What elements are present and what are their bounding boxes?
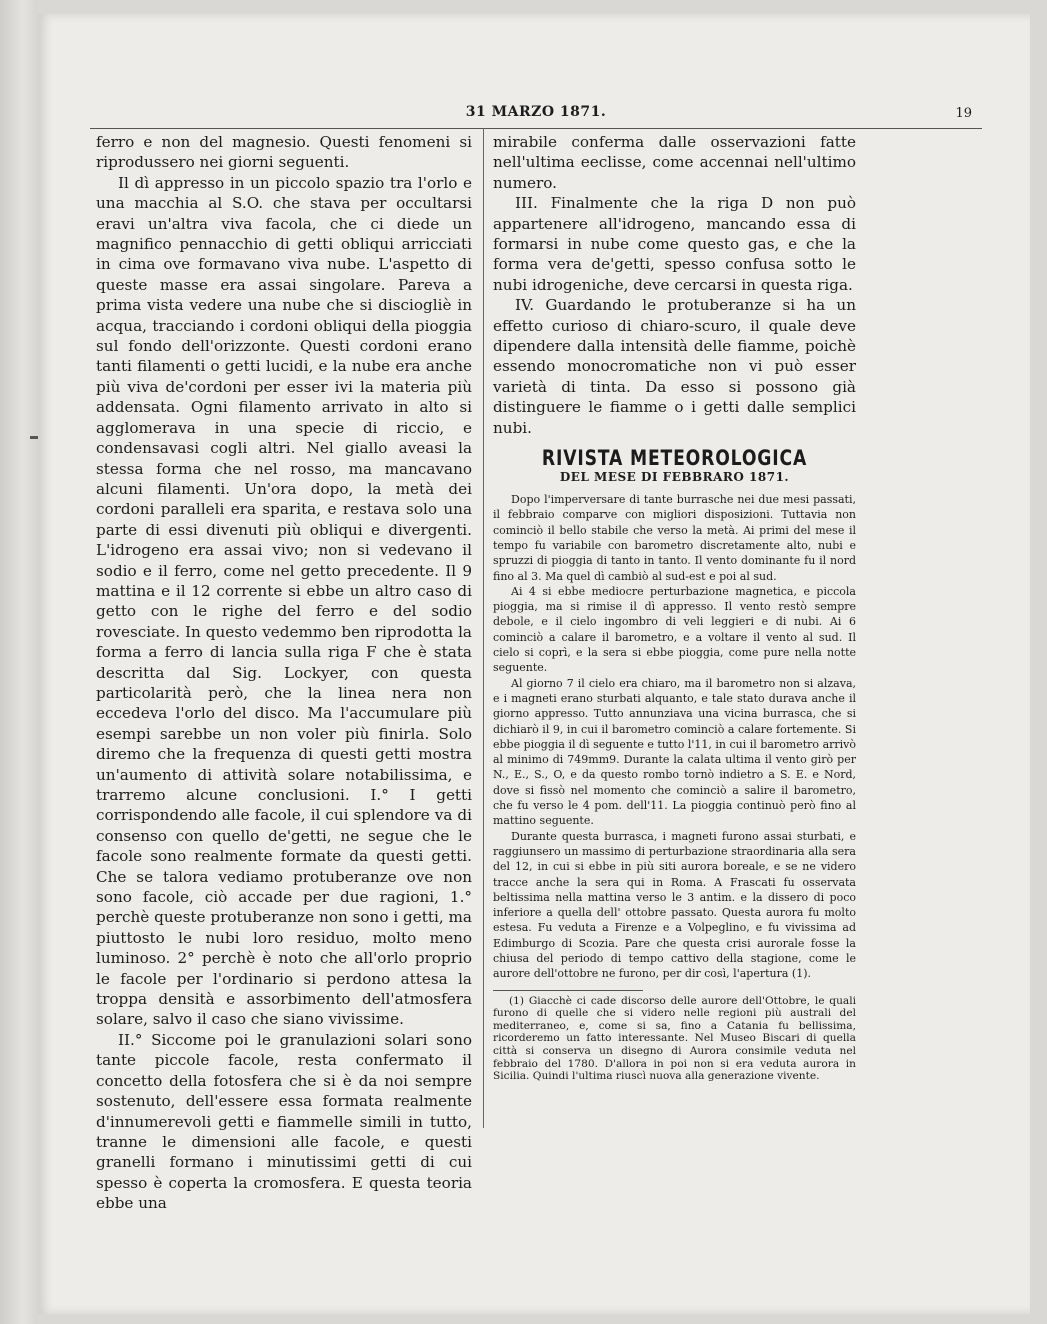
section-body — [493, 492, 856, 982]
header-rule — [90, 128, 982, 129]
header-title: 31 MARZO 1871. — [465, 104, 607, 120]
paragraph: Dopo l'imperversare di tante burrasche nei due mesi passati, il febbraio comparve con migliori disposizioni. Tuttavia non cominciò il bello stabile che verso la metà. Ai primi del mese il tempo fu variabile con barometro discretamente alto, nubi e spruzzi di pioggia di tanto in tanto. Il vento dominante fu il nord fino al 3. Ma quel dì cambiò al sud-est e poi al sud. — [493, 493, 856, 583]
paragraph: Al giorno 7 il cielo era chiaro, ma il barometro non si alzava, e i magneti erano sturbati alquanto, e tale stato durava anche il giorno appresso. Tutto annunziava una vicina burrasca, che si dichiarò il 9, in cui il barometro cominciò a calare fortemente. Si ebbe pioggia il dì seguente e tutto l'11, in cui il barometro arrivò al minimo di 749mm9. Durante la calata ultima il vento girò per N., E., S., O, e da questo rombo tornò indietro a S. E. e Nord, dove si fissò nel momento che cominciò a salire il barometro, che fu verso le 4 pom. dell'11. La pioggia continuò però fino al mattino seguente. — [493, 676, 856, 828]
page-header — [90, 104, 982, 126]
paragraph: Durante questa burrasca, i magneti furono assai sturbati, e raggiunsero un massimo di perturbazione straordinaria alla sera del 12, in cui si ebbe in più siti aurora boreale, e se ne videro tracce anche la sera qui in Roma. A Frascati fu osservata beltissima nella mattina verso le 3 antim. e la dissero di poco inferiore a quella dell' ottobre passato. Questa aurora fu molto estesa. Fu veduta a Firenze e a Volpeglino, e fu vivissima ad Edimburgo di Scozia. Pare che questa crisi aurorale fosse la chiusa del periodo di tempo cattivo della stagione, come le aurore dell'ottobre ne furono, per dir così, l'apertura (1). — [493, 829, 856, 981]
paragraph: II.° Siccome poi le granulazioni solari sono tante piccole facole, resta confermato il concetto della fotosfera che si è da noi sempre sostenuto, dell'essere essa formata realmente d'innumerevoli getti e fiammelle simili in tutto, tranne le dimensioni alle facole, e questi granelli formano i minutissimi getti di cui spesso è coperta la cromosfera. E questa teoria ebbe una — [96, 1030, 472, 1213]
page-number: 19 — [955, 106, 972, 121]
paragraph: ferro e non del magnesio. Questi fenomeni si riprodussero nei giorni seguenti. — [96, 133, 472, 172]
paragraph: III. Finalmente che la riga D non può appartenere all'idrogeno, mancando essa di formarsi in nube come questo gas, e che la forma vera de'getti, spesso confusa sotto le nubi idrogeniche, deve cercarsi in questa riga. — [493, 194, 856, 294]
section-title: RIVISTA METEOROLOGICA — [541, 446, 808, 471]
right-column — [493, 132, 856, 1083]
paragraph: Il dì appresso in un piccolo spazio tra l'orlo e una macchia al S.O. che stava per occultarsi eravi un'altra viva facola, che ci diede un magnifico pennacchio di getti obliqui arricciati in cima ove formavano viva nube. L'aspetto di queste masse era assai singolare. Pareva a prima vista vedere una nube che si disciogliè in acqua, tracciando i cordoni obliqui della pioggia sul fondo dell'orizzonte. Questi cordoni erano tanti filamenti o getti lucidi, e la nube era anche più viva de'cordoni per esser ivi la materia più addensata. Ogni filamento arrivato in alto si agglomerava in una specie di riccio, e condensavasi cogli altri. Nel giallo aveasi la stessa forma che nel rosso, ma mancavano alcuni filamenti. Un'ora dopo, la metà dei cordoni paralleli era sparita, e restava solo una parte di essi divenuti più obliqui e divergenti. L'idrogeno era assai vivo; non si vedevano il sodio e il ferro, come nel getto precedente. Il 9 mattina e il 12 corrente si ebbe un altro caso di getto con le righe del ferro e del sodio rovesciate. In questo vedemmo ben riprodotta la forma a ferro di lancia sulla riga F che è stata descritta dal Sig. Lockyer, con questa particolarità però, che la linea nera non eccedeva l'orlo del disco. Ma l'accumulare più esempi sarebbe un non voler più finirla. Solo diremo che la frequenza di questi getti mostra un'aumento di attività solare notabilissima, e trarremo alcune conclusioni. I.° I getti corrispondendo alle facole, il cui splendore va di consenso con quello de'getti, ne segue che le facole sono realmente formate da questi getti. Che se talora vediamo protuberanze ove non sono facole, ciò accade per due ragioni, 1.° perchè queste protuberanze non sono i getti, ma piuttosto le nubi loro residuo, molto meno luminoso. 2° perchè è noto che all'orlo proprio le facole per l'ordinario si perdono attesa la troppa densità e assorbimento dell'atmosfera solare, salvo il caso che siano vivissime. — [96, 173, 472, 1029]
book-spine — [0, 0, 38, 1324]
right-column-continuation — [493, 132, 856, 438]
footnote-text: (1) Giacchè ci cade discorso delle aurore dell'Ottobre, le quali furono di quelle che si videro nelle regioni più australi del mediterraneo, e, come si sa, fino a Catania fu bellissima, ricorderemo un fatto interessante. Nel Museo Biscari di quella città si conserva un disegno di Aurora consimile veduta nel febbraio del 1780. D'allora in poi non si era veduta aurora in Sicilia. Quindi l'ultima riuscì nuova alla generazione vivente. — [493, 994, 856, 1083]
paragraph: mirabile conferma dalle osservazioni fatte nell'ultima eeclisse, come accennai nell'ultimo numero. — [493, 133, 856, 192]
paragraph: Ai 4 si ebbe mediocre perturbazione magnetica, e piccola pioggia, ma si rimise il dì appresso. Il vento restò sempre debole, e il cielo ingombro di veli leggieri e di nubi. Ai 6 cominciò a calare il barometro, e a voltare il vento al sud. Il cielo si coprì, e la sera si ebbe pioggia, come pure nella notte seguente. — [493, 584, 856, 675]
footnote-rule — [493, 990, 643, 991]
footnote — [493, 995, 856, 1083]
column-divider — [483, 128, 484, 1128]
paragraph: IV. Guardando le protuberanze si ha un effetto curioso di chiaro-scuro, il quale deve dipendere dalla intensità delle fiamme, poichè essendo monocromatiche non vi può esser varietà di tinta. Da esso si possono già distinguere le fiamme o i getti dalle semplici nubi. — [493, 296, 856, 437]
section-subtitle: DEL MESE DI FEBBRARO 1871. — [559, 470, 790, 485]
left-column — [96, 132, 472, 1214]
